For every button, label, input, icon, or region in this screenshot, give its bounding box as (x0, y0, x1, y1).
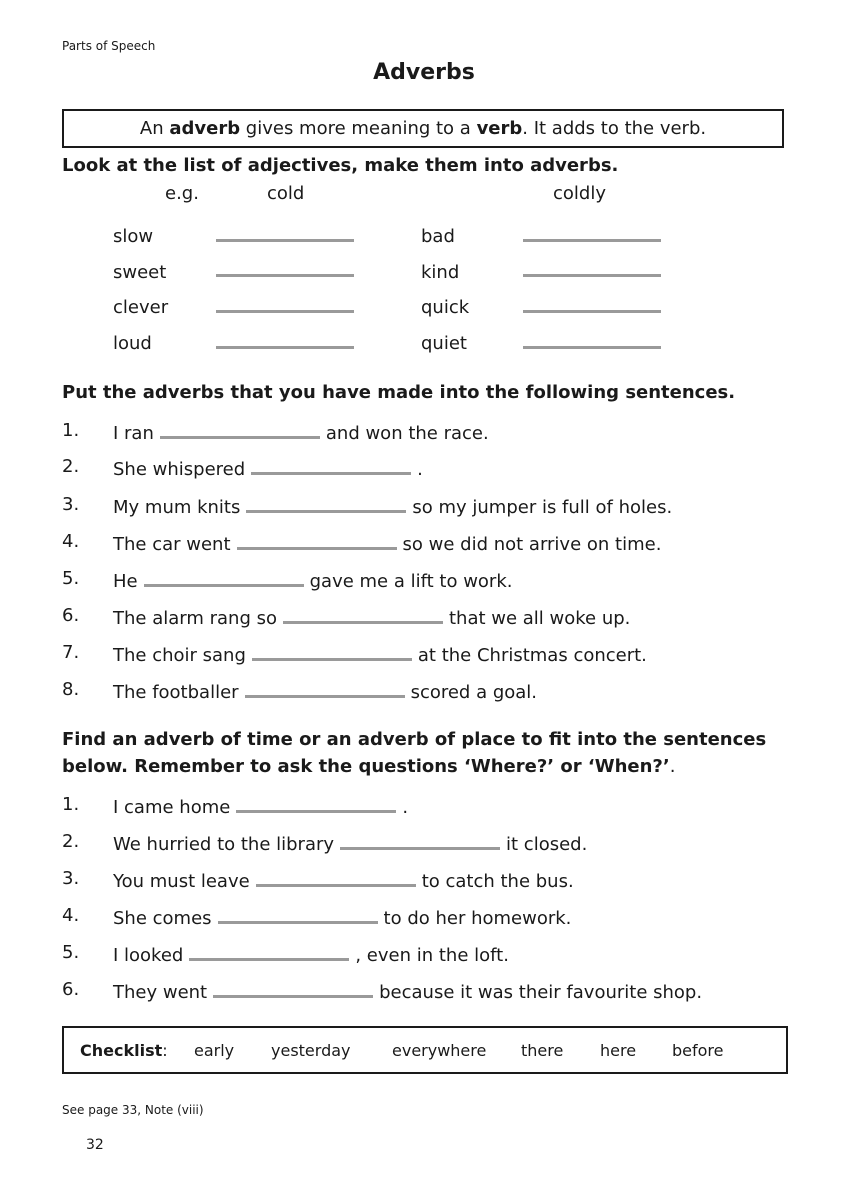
answer-line[interactable] (216, 239, 354, 242)
sentence-before: She comes (113, 908, 212, 929)
answer-blank[interactable] (189, 942, 349, 961)
checklist-word: here (600, 1041, 637, 1060)
answer-line[interactable] (523, 239, 661, 242)
checklist-word: before (672, 1041, 724, 1060)
definition-text (140, 118, 706, 139)
sentence-item (113, 831, 587, 855)
sentence-before: I ran (113, 423, 154, 444)
item-number: 1. (62, 794, 80, 815)
answer-blank[interactable] (218, 905, 378, 924)
answer-blank[interactable] (236, 794, 396, 813)
answer-blank[interactable] (245, 679, 405, 698)
answer-line[interactable] (216, 274, 354, 277)
sentence-before: We hurried to the library (113, 834, 335, 855)
definition-keyword-adverb: adverb (169, 118, 241, 139)
adjective-word: quick (421, 297, 470, 318)
sentence-before: The footballer (113, 682, 239, 703)
definition-part: An (139, 118, 170, 139)
sentence-after: gave me a lift to work. (309, 571, 513, 592)
footer-note: See page 33, Note (viii) (62, 1103, 204, 1117)
checklist-label (80, 1041, 168, 1060)
sentence-before: I looked (113, 945, 184, 966)
checklist-colon: : (162, 1041, 168, 1060)
definition-box (62, 109, 784, 148)
sentence-after: . (402, 797, 409, 818)
sentence-after: so my jumper is full of holes. (412, 497, 673, 518)
answer-blank[interactable] (283, 605, 443, 624)
adjective-word: bad (421, 226, 455, 247)
sentence-after: to do her homework. (383, 908, 572, 929)
item-number: 5. (62, 568, 80, 589)
answer-line[interactable] (523, 310, 661, 313)
sentence-before: He (113, 571, 138, 592)
item-number: 4. (62, 905, 80, 926)
answer-blank[interactable] (144, 568, 304, 587)
checklist-word: early (194, 1041, 235, 1060)
sentence-before: The choir sang (113, 645, 246, 666)
item-number: 3. (62, 868, 80, 889)
checklist-word: there (521, 1041, 564, 1060)
page-title: Adverbs (373, 60, 475, 85)
part3-instruction-line2 (62, 756, 675, 777)
answer-line[interactable] (216, 310, 354, 313)
item-number: 3. (62, 494, 80, 515)
sentence-item (113, 905, 571, 929)
answer-blank[interactable] (251, 456, 411, 475)
sentence-item (113, 456, 423, 480)
part3-instruction-bold: below. Remember to ask the questions ‘Where?’ or ‘When?’ (62, 756, 670, 777)
sentence-after: that we all woke up. (448, 608, 631, 629)
sentence-item (113, 568, 512, 592)
sentence-before: The car went (113, 534, 231, 555)
item-number: 6. (62, 605, 80, 626)
item-number: 5. (62, 942, 80, 963)
item-number: 6. (62, 979, 80, 1000)
sentence-before: You must leave (113, 871, 250, 892)
adjective-word: slow (113, 226, 154, 247)
sentence-item (113, 605, 630, 629)
definition-part: gives more meaning to a (240, 118, 477, 139)
sentence-after: , even in the loft. (355, 945, 509, 966)
example-label: e.g. (165, 183, 199, 204)
item-number: 7. (62, 642, 80, 663)
part3-instruction-line1: Find an adverb of time or an adverb of place to fit into the sentences (62, 729, 767, 750)
adjective-word: kind (421, 262, 460, 283)
answer-blank[interactable] (246, 494, 406, 513)
item-number: 8. (62, 679, 80, 700)
sentence-after: it closed. (506, 834, 588, 855)
adjective-word: quiet (421, 333, 467, 354)
item-number: 2. (62, 456, 80, 477)
answer-blank[interactable] (237, 531, 397, 550)
sentence-item (113, 794, 408, 818)
answer-blank[interactable] (252, 642, 412, 661)
answer-blank[interactable] (340, 831, 500, 850)
adjective-word: clever (113, 297, 169, 318)
checklist-word: yesterday (271, 1041, 351, 1060)
sentence-before: I came home (113, 797, 231, 818)
sentence-item (113, 942, 509, 966)
sentence-item (113, 679, 537, 703)
section-header: Parts of Speech (62, 39, 156, 53)
checklist-label-text: Checklist (80, 1041, 163, 1060)
sentence-after: and won the race. (325, 423, 489, 444)
sentence-after: . (417, 459, 423, 480)
answer-blank[interactable] (213, 979, 373, 998)
part1-instruction: Look at the list of adjectives, make them into adverbs. (62, 155, 619, 176)
sentence-after: at the Christmas concert. (417, 645, 647, 666)
answer-line[interactable] (523, 346, 661, 349)
checklist-box (62, 1026, 788, 1074)
item-number: 1. (62, 420, 80, 441)
adjective-word: loud (113, 333, 152, 354)
sentence-after: to catch the bus. (421, 871, 574, 892)
answer-blank[interactable] (160, 420, 320, 439)
sentence-item (113, 642, 647, 666)
sentence-after: so we did not arrive on time. (402, 534, 662, 555)
sentence-after: scored a goal. (410, 682, 538, 703)
answer-line[interactable] (216, 346, 354, 349)
sentence-before: They went (113, 982, 208, 1003)
sentence-item (113, 494, 672, 518)
sentence-item (113, 420, 489, 444)
sentence-after: because it was their favourite shop. (379, 982, 703, 1003)
definition-keyword-verb: verb (476, 118, 523, 139)
adjective-word: sweet (113, 262, 167, 283)
item-number: 4. (62, 531, 80, 552)
page-number: 32 (86, 1137, 104, 1153)
sentence-item (113, 531, 661, 555)
sentence-before: She whispered (113, 459, 246, 480)
sentence-before: The alarm rang so (113, 608, 277, 629)
part2-instruction: Put the adverbs that you have made into the following sentences. (62, 382, 736, 403)
sentence-before: My mum knits (113, 497, 241, 518)
checklist-word: everywhere (392, 1041, 487, 1060)
sentence-item (113, 979, 702, 1003)
definition-part: . It adds to the verb. (522, 118, 707, 139)
answer-blank[interactable] (256, 868, 416, 887)
example-adjective: cold (267, 183, 305, 204)
example-adverb: coldly (553, 183, 606, 204)
item-number: 2. (62, 831, 80, 852)
sentence-item (113, 868, 574, 892)
part3-instruction-end: . (669, 756, 676, 777)
answer-line[interactable] (523, 274, 661, 277)
